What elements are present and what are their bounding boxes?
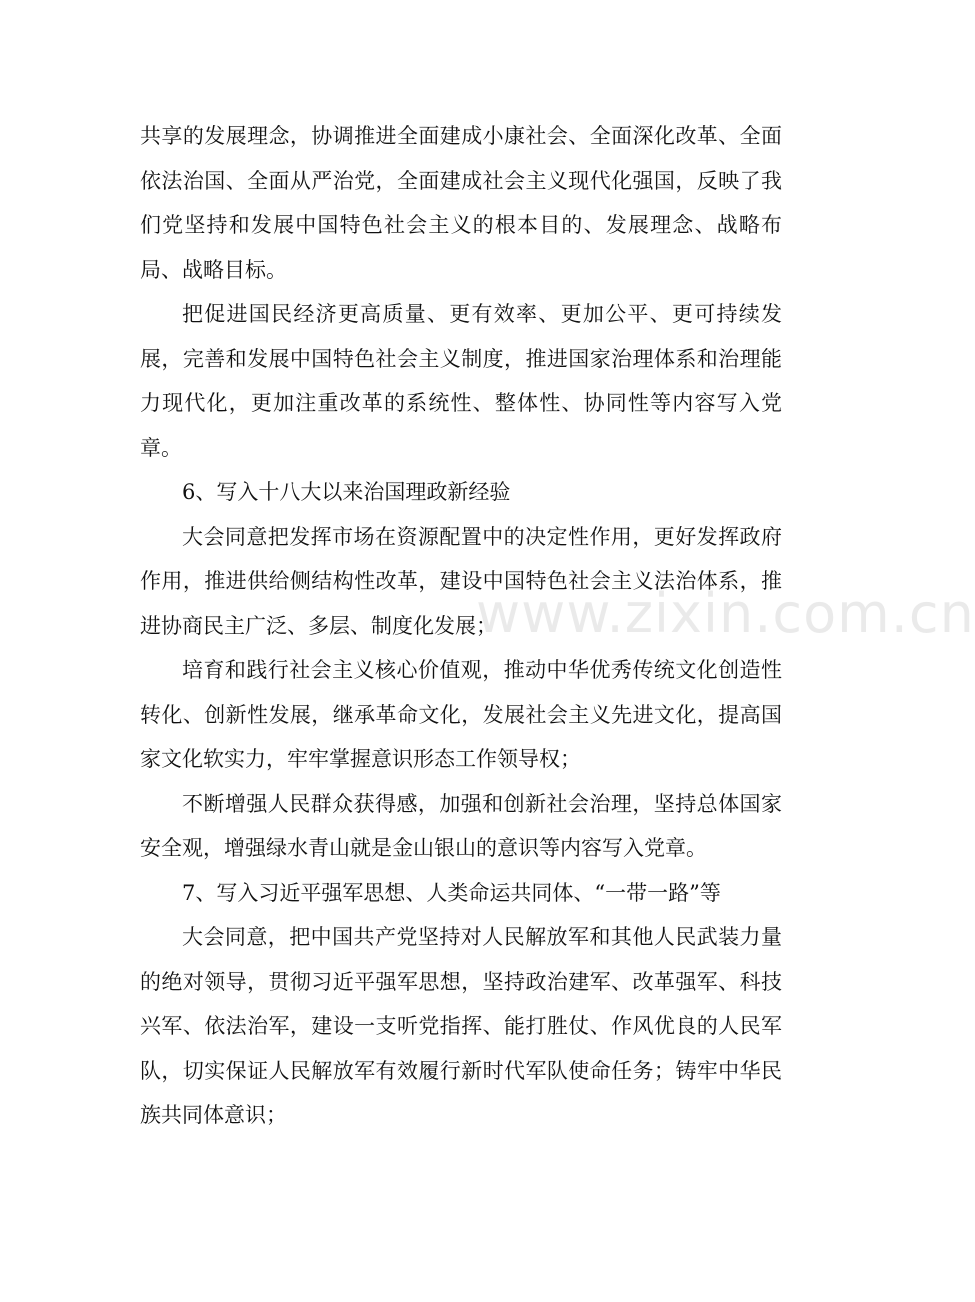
paragraph-3: 大会同意把发挥市场在资源配置中的决定性作用，更好发挥政府作用，推进供给侧结构性改革，建设中国特色社会主义法治体系，推进协商民主广泛、多层、制度化发展； xyxy=(140,524,782,638)
paragraph-5: 不断增强人民群众获得感，加强和创新社会治理，坚持总体国家安全观，增强绿水青山就是金山银山的意识等内容写入党章。 xyxy=(140,791,782,860)
paragraph-1: 共享的发展理念，协调推进全面建成小康社会、全面深化改革、全面依法治国、全面从严治党，全面建成社会主义现代化强国，反映了我们党坚持和发展中国特色社会主义的根本目的、发展理念、战略布局、战略目标。 xyxy=(140,124,782,282)
paragraph-6: 大会同意，把中国共产党坚持对人民解放军和其他人民武装力量的绝对领导，贯彻习近平强军思想，坚持政治建军、改革强军、科技兴军、依法治军，建设一支听党指挥、能打胜仗、作风优良的人民军队，切实保证人民解放军有效履行新时代军队使命任务；铸牢中华民族共同体意识； xyxy=(140,925,782,1127)
paragraph-4: 培育和践行社会主义核心价值观，推动中华优秀传统文化创造性转化、创新性发展，继承革命文化，发展社会主义先进文化，提高国家文化软实力，牢牢掌握意识形态工作领导权； xyxy=(140,658,782,771)
section-heading-6: 6、写入十八大以来治国理政新经验 xyxy=(182,480,511,504)
watermark-text: www.zixin.com.cn xyxy=(476,582,975,645)
paragraph-2: 把促进国民经济更高质量、更有效率、更加公平、更可持续发展，完善和发展中国特色社会主义制度，推进国家治理体系和治理能力现代化，更加注重改革的系统性、整体性、协同性等内容写入党章。 xyxy=(140,302,782,460)
section-heading-7: 7、写入习近平强军思想、人类命运共同体、“一带一路”等 xyxy=(182,880,721,905)
document-body xyxy=(140,114,782,1138)
